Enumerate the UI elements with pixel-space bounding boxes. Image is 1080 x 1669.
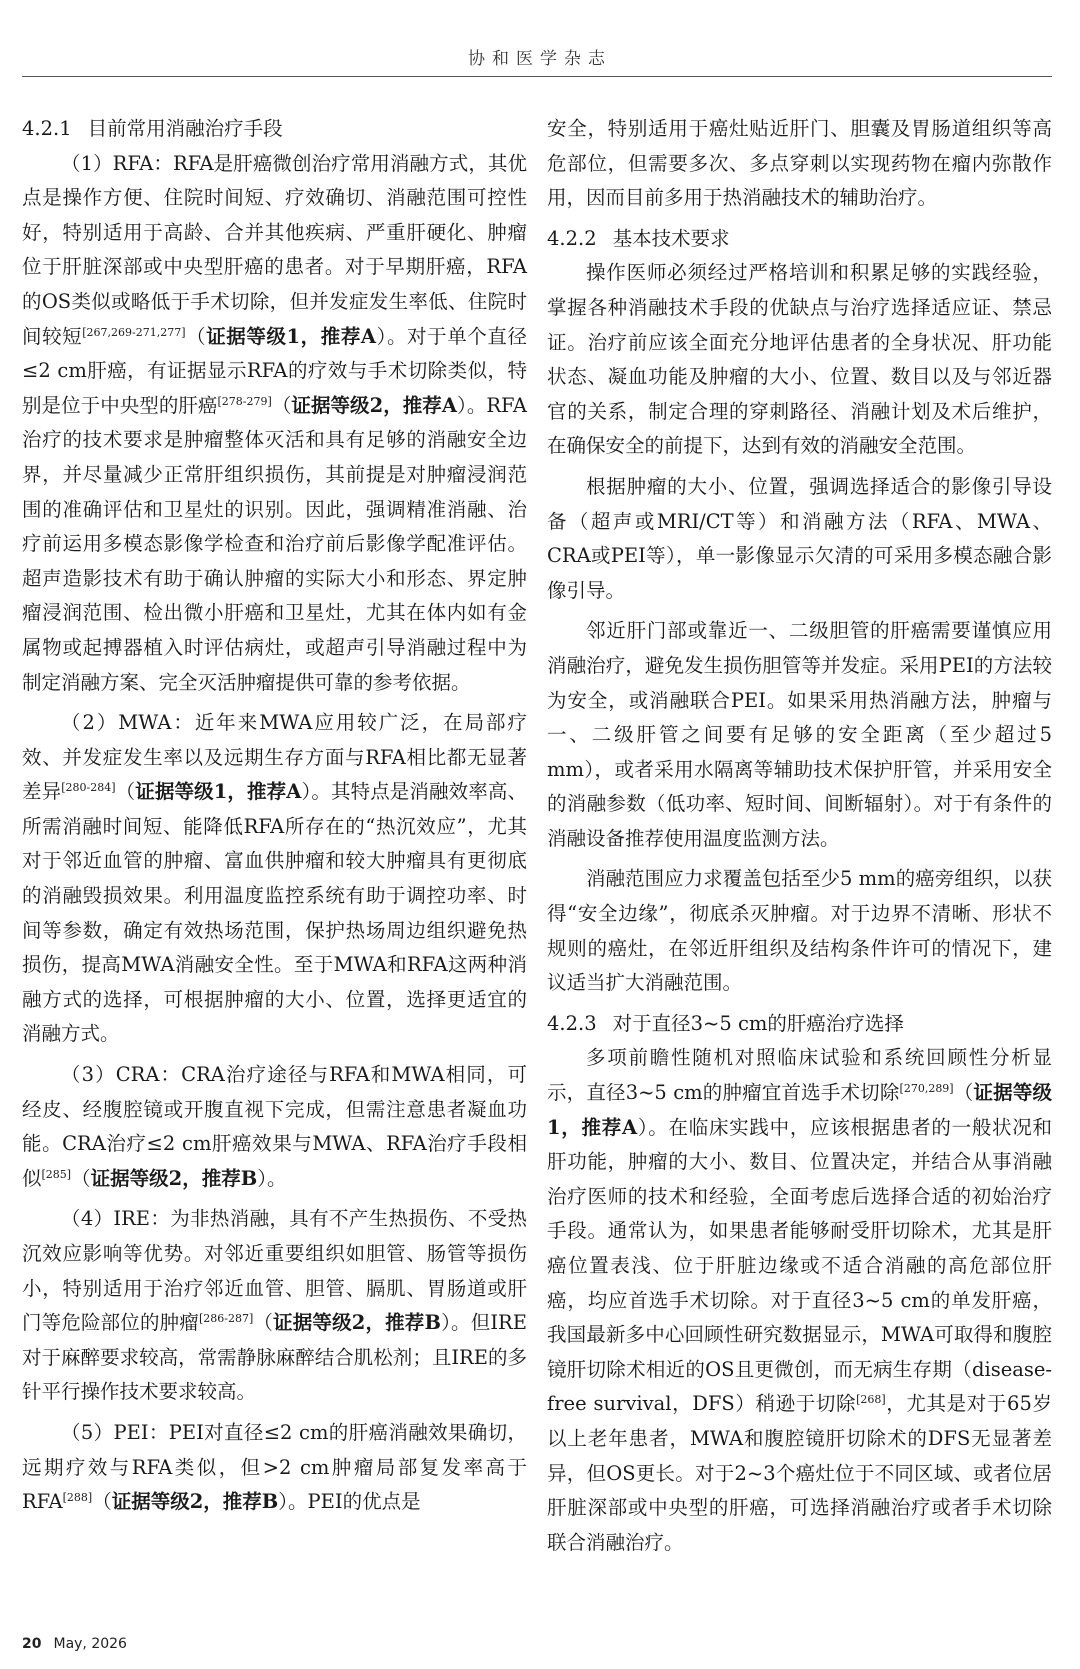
evidence-level: 证据等级2，推荐B — [273, 1311, 441, 1335]
paragraph-mwa: （2）MWA：近年来MWA应用较广泛，在局部疗效、并发症发生率以及远期生存方面与RFA相比都无显著差异[280-284]（证据等级1，推荐A）。其特点是消融效率高、所需消融时间短、能降低RFA所存在的“热沉效应”，尤其对于邻近血管的肿瘤、富血供肿瘤和较大肿瘤具有更彻底的消融毁损效果。利用温度监控系统有助于调控功率、时间等参数，确定有效热场范围，保护热场周边组织避免热损伤，提高MWA消融安全性。至于MWA和RFA这两种消融方式的选择，可根据肿瘤的大小、位置，选择更适宜的消融方式。 — [22, 711, 527, 1046]
evidence-level: 证据等级2，推荐A — [291, 393, 457, 417]
paragraph-operator-requirements: 操作医师必须经过严格培训和积累足够的实践经验，掌握各种消融技术手段的优缺点与治疗选择适应证、禁忌证。治疗前应该全面充分地评估患者的全身状况、肝功能状态、凝血功能及肿瘤的大小、位置、数目以及与邻近器官的关系，制定合理的穿刺路径、消融计划及术后维护，在确保安全的前提下，达到有效的消融安全范围。 — [547, 261, 1052, 458]
citation: [267,269-271,277] — [82, 325, 186, 339]
right-column — [547, 112, 1052, 1566]
paragraph-ablation-margin: 消融范围应力求覆盖包括至少5 mm的癌旁组织，以获得“安全边缘”，彻底杀灭肿瘤。对于边界不清晰、形状不规则的癌灶，在邻近肝组织及结构条件许可的情况下，建议适当扩大消融范围。 — [547, 867, 1052, 995]
paragraph-3-5cm-treatment: 多项前瞻性随机对照临床试验和系统回顾性分析显示，直径3~5 cm的肿瘤宜首选手术切除[270,289]（证据等级1，推荐A）。在临床实践中，应该根据患者的一般状况和肝功能，肿瘤的大小、数目、位置决定，并结合从事消融治疗医师的技术和经验，全面考虑后选择合适的初始治疗手段。通常认为，如果患者能够耐受肝切除术，尤其是肝癌位置表浅、位于肝脏边缘或不适合消融的高危部位肝癌，均应首选手术切除。对于直径3~5 cm的单发肝癌，我国最新多中心回顾性研究数据显示，MWA可取得和腹腔镜肝切除术相近的OS且更微创，而无病生存期（disease-free survival，DFS）稍逊于切除[268]，尤其是对于65岁以上老年患者，MWA和腹腔镜肝切除术的DFS无显著差异，但OS更长。对于2~3个癌灶位于不同区域、或者位居肝脏深部或中央型的肝癌，可选择消融治疗或者手术切除联合消融治疗。 — [547, 1046, 1052, 1554]
paragraph-pei: （5）PEI：PEI对直径≤2 cm的肝癌消融效果确切，远期疗效与RFA类似，但>2 cm肿瘤局部复发率高于RFA[288]（证据等级2，推荐B）。PEI的优点是 — [22, 1420, 527, 1514]
evidence-level: 证据等级1，推荐A — [206, 324, 377, 348]
evidence-level: 证据等级1，推荐A — [547, 1081, 1052, 1139]
citation: [278-279] — [217, 394, 272, 408]
citation: [285] — [41, 1167, 72, 1181]
page-footer — [22, 1636, 127, 1652]
section-number: 4.2.3 — [547, 1011, 597, 1035]
paragraph-ire: （4）IRE：为非热消融，具有不产生热损伤、不受热沉效应影响等优势。对邻近重要组织如胆管、肠管等损伤小，特别适用于治疗邻近血管、胆管、膈肌、胃肠道或肝门等危险部位的肿瘤[286-287]（证据等级2，推荐B）。但IRE对于麻醉要求较高，常需静脉麻醉结合肌松剂；且IRE的多针平行操作技术要求较高。 — [22, 1207, 527, 1404]
evidence-level: 证据等级2，推荐B — [111, 1490, 279, 1514]
citation: [288] — [62, 1491, 93, 1505]
issue-date: May, 2026 — [53, 1636, 127, 1652]
page-number: 20 — [22, 1636, 42, 1652]
section-title: 目前常用消融治疗手段 — [87, 117, 283, 140]
section-heading-4-2-1 — [22, 112, 527, 147]
section-title: 对于直径3~5 cm的肝癌治疗选择 — [612, 1011, 904, 1035]
paragraph-cra: （3）CRA：CRA治疗途径与RFA和MWA相同，可经皮、经腹腔镜或开腹直视下完成，但需注意患者凝血功能。CRA治疗≤2 cm肝癌效果与MWA、RFA治疗手段相似[285]（证据等级2，推荐B）。 — [22, 1063, 527, 1190]
section-number: 4.2.2 — [547, 226, 597, 250]
paragraph-pei-continued: 安全，特别适用于癌灶贴近肝门、胆囊及胃肠道组织等高危部位，但需要多次、多点穿刺以实现药物在瘤内弥散作用，因而目前多用于热消融技术的辅助治疗。 — [547, 117, 1052, 210]
evidence-level: 证据等级2，推荐B — [90, 1166, 258, 1190]
section-number: 4.2.1 — [22, 117, 72, 140]
citation: [280-284] — [61, 781, 116, 795]
paragraph-imaging-guidance: 根据肿瘤的大小、位置，强调选择适合的影像引导设备（超声或MRI/CT等）和消融方法（RFA、MWA、CRA或PEI等），单一影像显示欠清的可采用多模态融合影像引导。 — [547, 474, 1052, 602]
header-divider — [22, 76, 1052, 77]
citation: [268] — [856, 1393, 886, 1407]
paragraph-rfa: （1）RFA：RFA是肝癌微创治疗常用消融方式，其优点是操作方便、住院时间短、疗效确切、消融范围可控性好，特别适用于高龄、合并其他疾病、严重肝硬化、肿瘤位于肝脏深部或中央型肝癌的患者。对于早期肝癌，RFA的OS类似或略低于手术切除，但并发症发生率低、住院时间较短[267,269-271,277]（证据等级1，推荐A）。对于单个直径≤2 cm肝癌，有证据显示RFA的疗效与手术切除类似，特别是位于中央型的肝癌[278-279]（证据等级2，推荐A）。RFA治疗的技术要求是肿瘤整体灭活和具有足够的消融安全边界，并尽量减少正常肝组织损伤，其前提是对肿瘤浸润范围的准确评估和卫星灶的识别。因此，强调精准消融、治疗前运用多模态影像学检查和治疗前后影像学配准评估。超声造影技术有助于确认肿瘤的实际大小和形态、界定肿瘤浸润范围、检出微小肝癌和卫星灶，尤其在体内如有金属物或起搏器植入时评估病灶，或超声引导消融过程中为制定消融方案、完全灭活肿瘤提供可靠的参考依据。 — [22, 151, 527, 694]
left-column — [22, 112, 527, 1526]
section-heading-4-2-3 — [547, 1007, 1052, 1042]
paragraph-hilar-caution: 邻近肝门部或靠近一、二级胆管的肝癌需要谨慎应用消融治疗，避免发生损伤胆管等并发症。采用PEI的方法较为安全，或消融联合PEI。如果采用热消融方法，肿瘤与一、二级肝管之间要有足够的安全距离（至少超过5 mm），或者采用水隔离等辅助技术保护肝管，并采用安全的消融参数（低功率、短时间、间断辐射）。对于有条件的消融设备推荐使用温度监测方法。 — [547, 619, 1052, 850]
running-head: 协和医学杂志 — [468, 49, 612, 69]
evidence-level: 证据等级1，推荐A — [135, 780, 302, 804]
section-heading-4-2-2 — [547, 222, 1052, 257]
citation: [270,289] — [899, 1082, 954, 1096]
section-title: 基本技术要求 — [612, 226, 730, 250]
citation: [286-287] — [198, 1312, 254, 1326]
